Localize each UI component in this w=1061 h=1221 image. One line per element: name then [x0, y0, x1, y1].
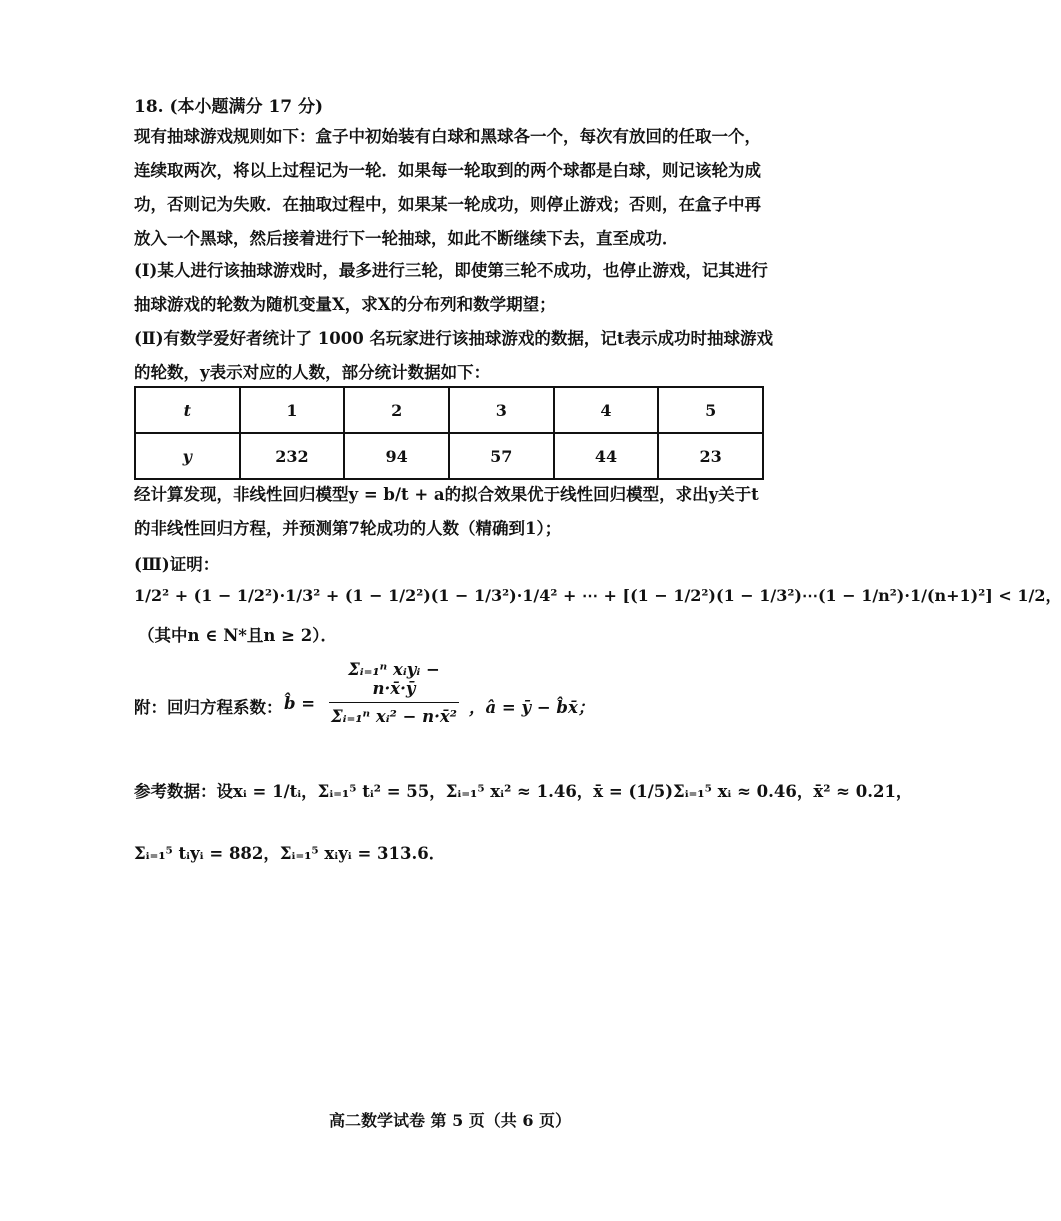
page-footer: 高二数学试卷 第 5 页（共 6 页）	[328, 1111, 572, 1130]
part-1-text: (Ⅰ)某人进行该抽球游戏时，最多进行三轮，即使第三轮不成功，也停止游戏，记其进行抽球游戏的轮数为随机变量X，求X的分布列和数学期望；	[134, 261, 768, 314]
b-hat-symbol: b̂ =	[284, 694, 316, 713]
reference-data-line-1: 参考数据：设xᵢ = 1/tᵢ，Σᵢ₌₁⁵ tᵢ² = 55，Σᵢ₌₁⁵ xᵢ² ≈ 1.46，x̄ = (1/5)Σᵢ₌₁⁵ xᵢ ≈ 0.46，x̄² ≈ 0.21，	[134, 782, 913, 801]
table-cell: 44	[554, 433, 659, 479]
regression-text: 经计算发现，非线性回归模型y = b/t + a的拟合效果优于线性回归模型，求出y关于t的非线性回归方程，并预测第7轮成功的人数（精确到1）；	[134, 485, 759, 538]
part-3-label: (Ⅲ)证明：	[134, 555, 220, 574]
table-cell: 232	[240, 433, 345, 479]
question-heading: 18. (本小题满分 17 分)	[134, 97, 324, 117]
table-cell: 1	[240, 387, 345, 433]
appendix-label: 附：回归方程系数：	[134, 698, 283, 717]
fraction-denominator: Σᵢ₌₁ⁿ xᵢ² − n·x̄²	[331, 707, 457, 726]
table-row-y	[135, 433, 763, 479]
a-hat-formula: ，â = ȳ − b̂x̄；	[469, 698, 595, 717]
table-cell: 2	[344, 387, 449, 433]
table-row-t	[135, 387, 763, 433]
proof-condition: （其中n ∈ N*且n ≥ 2）．	[138, 626, 337, 645]
table-cell: 4	[554, 387, 659, 433]
table-cell: 94	[344, 433, 449, 479]
b-hat-fraction	[329, 660, 459, 726]
table-cell: 5	[658, 387, 763, 433]
table-cell: 57	[449, 433, 554, 479]
table-cell: 3	[449, 387, 554, 433]
table-header-t: t	[135, 387, 240, 433]
statistics-table	[134, 386, 764, 480]
part-2-text: (Ⅱ)有数学爱好者统计了 1000 名玩家进行该抽球游戏的数据，记t表示成功时抽球游戏的轮数，y表示对应的人数，部分统计数据如下：	[134, 329, 774, 382]
reference-data-line-2: Σᵢ₌₁⁵ tᵢyᵢ = 882，Σᵢ₌₁⁵ xᵢyᵢ = 313.6．	[134, 844, 446, 863]
fraction-numerator: Σᵢ₌₁ⁿ xᵢyᵢ − n·x̄·ȳ	[329, 660, 459, 703]
question-intro: 现有抽球游戏规则如下：盒子中初始装有白球和黑球各一个，每次有放回的任取一个，连续取两次，将以上过程记为一轮．如果每一轮取到的两个球都是白球，则记该轮为成功，否则记为失败．在抽取过程中，如果某一轮成功，则停止游戏；否则，在盒子中再放入一个黑球，然后接着进行下一轮抽球，如此不断继续下去，直至成功．	[134, 127, 761, 248]
table-header-y: y	[135, 433, 240, 479]
regression-formula-appendix	[134, 660, 774, 760]
table-cell: 23	[658, 433, 763, 479]
proof-inequality: 1/2² + (1 − 1/2²)·1/3² + (1 − 1/2²)(1 − 1/3²)·1/4² + ⋯ + [(1 − 1/2²)(1 − 1/3²)⋯(1 − 1/n²)·1/(n+1)²] < 1/2，	[134, 586, 1061, 605]
